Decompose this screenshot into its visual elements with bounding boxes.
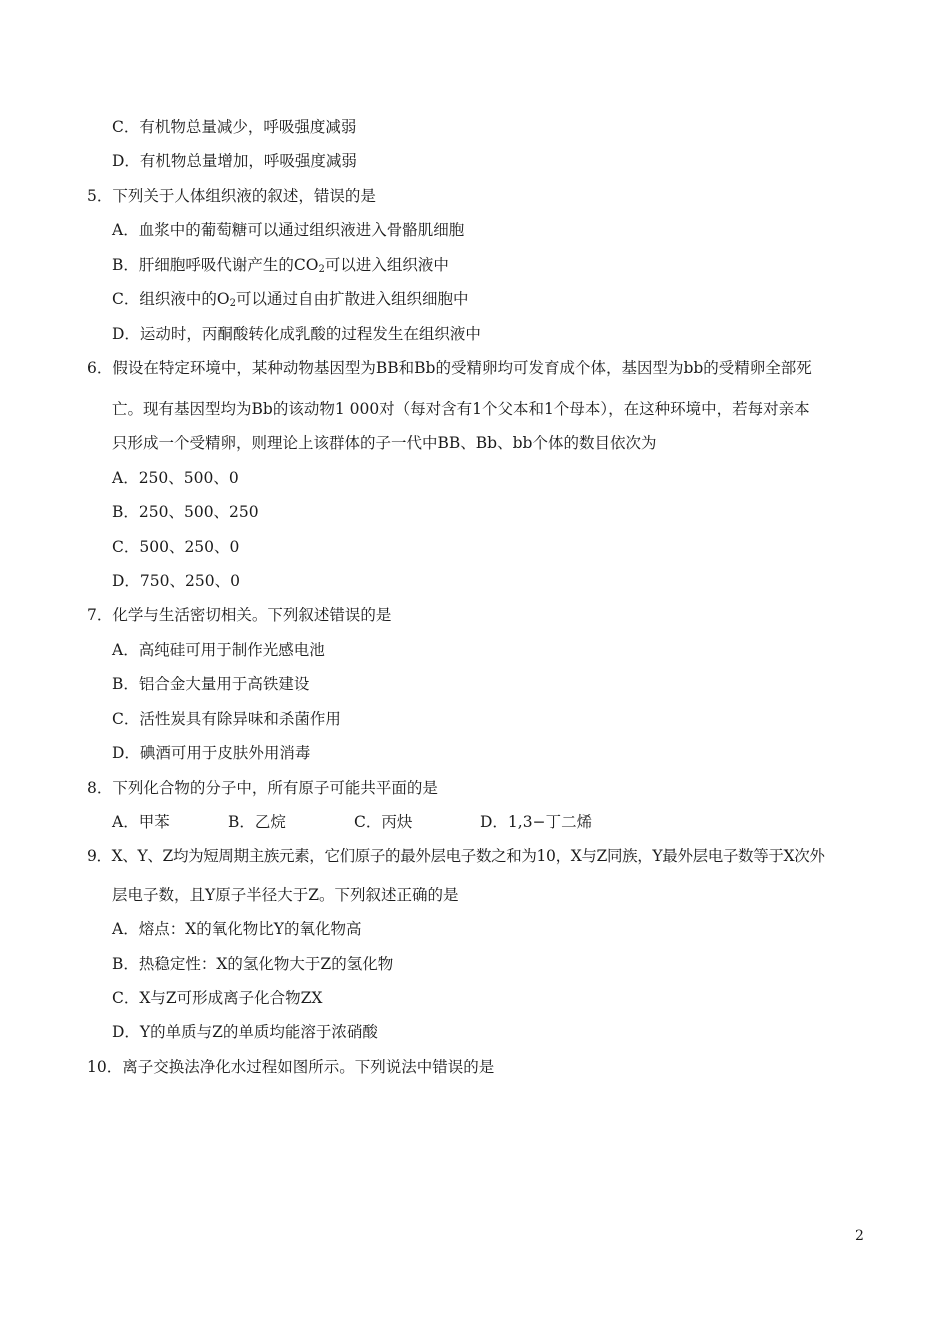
q7-option-b: B．铝合金大量用于高铁建设 bbox=[112, 675, 310, 693]
question-10: 10．离子交换法净化水过程如图所示。下列说法中错误的是 bbox=[87, 1058, 495, 1076]
question-6-line-3: 只形成一个受精卵，则理论上该群体的子一代中BB、Bb、bb个体的数目依次为 bbox=[112, 434, 657, 452]
q6-option-b: B．250、500、250 bbox=[112, 503, 259, 521]
question-7: 7．化学与生活密切相关。下列叙述错误的是 bbox=[87, 606, 392, 624]
q8-options bbox=[112, 812, 592, 832]
question-6-line-2: 亡。现有基因型均为Bb的该动物1 000对（每对含有1个父本和1个母本），在这种环境中，若每对亲本 bbox=[112, 400, 810, 418]
q6-option-c: C．500、250、0 bbox=[112, 538, 240, 556]
question-6-line-1: 6．假设在特定环境中，某种动物基因型为BB和Bb的受精卵均可发育成个体，基因型为bb的受精卵全部死 bbox=[87, 359, 812, 377]
question-5: 5．下列关于人体组织液的叙述，错误的是 bbox=[87, 187, 376, 205]
page-number: 2 bbox=[855, 1228, 864, 1244]
q9-option-b: B．热稳定性：X的氢化物大于Z的氢化物 bbox=[112, 955, 394, 973]
q4-option-d: D．有机物总量增加，呼吸强度减弱 bbox=[112, 152, 357, 170]
q5-option-d: D．运动时，丙酮酸转化成乳酸的过程发生在组织液中 bbox=[112, 325, 481, 343]
q7-option-a: A．高纯硅可用于制作光感电池 bbox=[112, 641, 325, 659]
question-9-line-1: 9．X、Y、Z均为短周期主族元素，它们原子的最外层电子数之和为10，X与Z同族，Y最外层电子数等于X次外 bbox=[87, 847, 825, 865]
q6-option-d: D．750、250、0 bbox=[112, 572, 240, 590]
q9-option-c: C．X与Z可形成离子化合物ZX bbox=[112, 989, 323, 1007]
q8-option-a: A．甲苯 bbox=[112, 813, 170, 831]
q7-option-c: C．活性炭具有除异味和杀菌作用 bbox=[112, 710, 341, 728]
question-9-line-2: 层电子数，且Y原子半径大于Z。下列叙述正确的是 bbox=[112, 886, 459, 904]
q8-option-b: B．乙烷 bbox=[228, 813, 286, 831]
q5-option-a: A．血浆中的葡萄糖可以通过组织液进入骨骼肌细胞 bbox=[112, 221, 465, 239]
q9-option-d: D．Y的单质与Z的单质均能溶于浓硝酸 bbox=[112, 1023, 378, 1041]
q9-option-a: A．熔点：X的氧化物比Y的氧化物高 bbox=[112, 920, 362, 938]
q8-option-d: D．1,3−丁二烯 bbox=[480, 813, 593, 831]
q5-option-c: C．组织液中的$O_2$可以通过自由扩散进入组织细胞中 bbox=[112, 290, 469, 309]
q8-option-c: C．丙炔 bbox=[354, 813, 413, 831]
q5-option-b: B．肝细胞呼吸代谢产生的$CO_2$可以进入组织液中 bbox=[112, 256, 449, 275]
q6-option-a: A．250、500、0 bbox=[112, 469, 239, 487]
q4-option-c: C．有机物总量减少，呼吸强度减弱 bbox=[112, 118, 357, 136]
question-8: 8．下列化合物的分子中，所有原子可能共平面的是 bbox=[87, 779, 438, 797]
q7-option-d: D．碘酒可用于皮肤外用消毒 bbox=[112, 744, 311, 762]
